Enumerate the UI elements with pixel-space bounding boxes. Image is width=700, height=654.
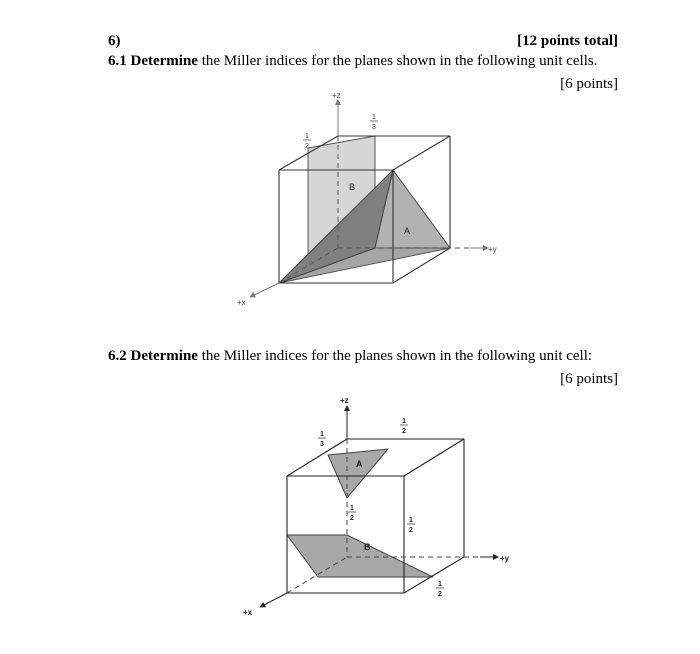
- plane-a-2: [328, 449, 388, 498]
- svg-text:1: 1: [438, 581, 442, 588]
- svg-text:2: 2: [409, 527, 413, 534]
- axis-y-label-1: +y: [488, 245, 497, 254]
- axis-x-label-1: +x: [237, 298, 246, 307]
- svg-text:3: 3: [320, 441, 324, 448]
- svg-text:1: 1: [350, 505, 354, 512]
- axis-x-2: [262, 593, 287, 606]
- part1-text: the Miller indices for the planes shown in the following unit cells.: [201, 53, 598, 69]
- svg-text:1: 1: [320, 431, 324, 438]
- svg-text:1: 1: [305, 133, 309, 140]
- axis-x-label-2: +x: [243, 608, 253, 617]
- svg-text:2: 2: [350, 515, 354, 522]
- part1-verb: Determine: [130, 53, 198, 69]
- axis-z-label-1: +z: [332, 91, 341, 100]
- fraction-third-2: [318, 431, 326, 448]
- svg-text:2: 2: [305, 143, 309, 150]
- fraction-half-top: [400, 418, 408, 435]
- fraction-half-mid: [348, 505, 356, 522]
- part2-text: the Miller indices for the planes shown in the following unit cell:: [201, 348, 593, 364]
- svg-text:2: 2: [438, 591, 442, 598]
- fraction-half-right: [407, 517, 415, 534]
- plane-b-2: [287, 535, 433, 577]
- fraction-half-bottom: [436, 581, 444, 598]
- svg-text:1: 1: [409, 517, 413, 524]
- part1-label: 6.1: [108, 53, 127, 69]
- part2-points: [6 points]: [560, 371, 618, 387]
- plane-b-label-1: B: [349, 182, 356, 192]
- plane-a-label-1: A: [404, 226, 411, 236]
- svg-text:3: 3: [372, 124, 376, 131]
- svg-text:2: 2: [402, 428, 406, 435]
- question-total-points: [12 points total]: [517, 33, 618, 49]
- svg-text:1: 1: [402, 418, 406, 425]
- axis-y-label-2: +y: [500, 554, 510, 563]
- part1-points: [6 points]: [560, 76, 618, 92]
- svg-text:1: 1: [372, 114, 376, 121]
- plane-b-label-2: B: [364, 542, 371, 552]
- axis-z-label-2: +z: [340, 396, 349, 405]
- part2-verb: Determine: [130, 348, 198, 364]
- question-number: 6): [108, 33, 121, 49]
- plane-a-label-2: A: [356, 459, 363, 469]
- part2-label: 6.2: [108, 348, 127, 364]
